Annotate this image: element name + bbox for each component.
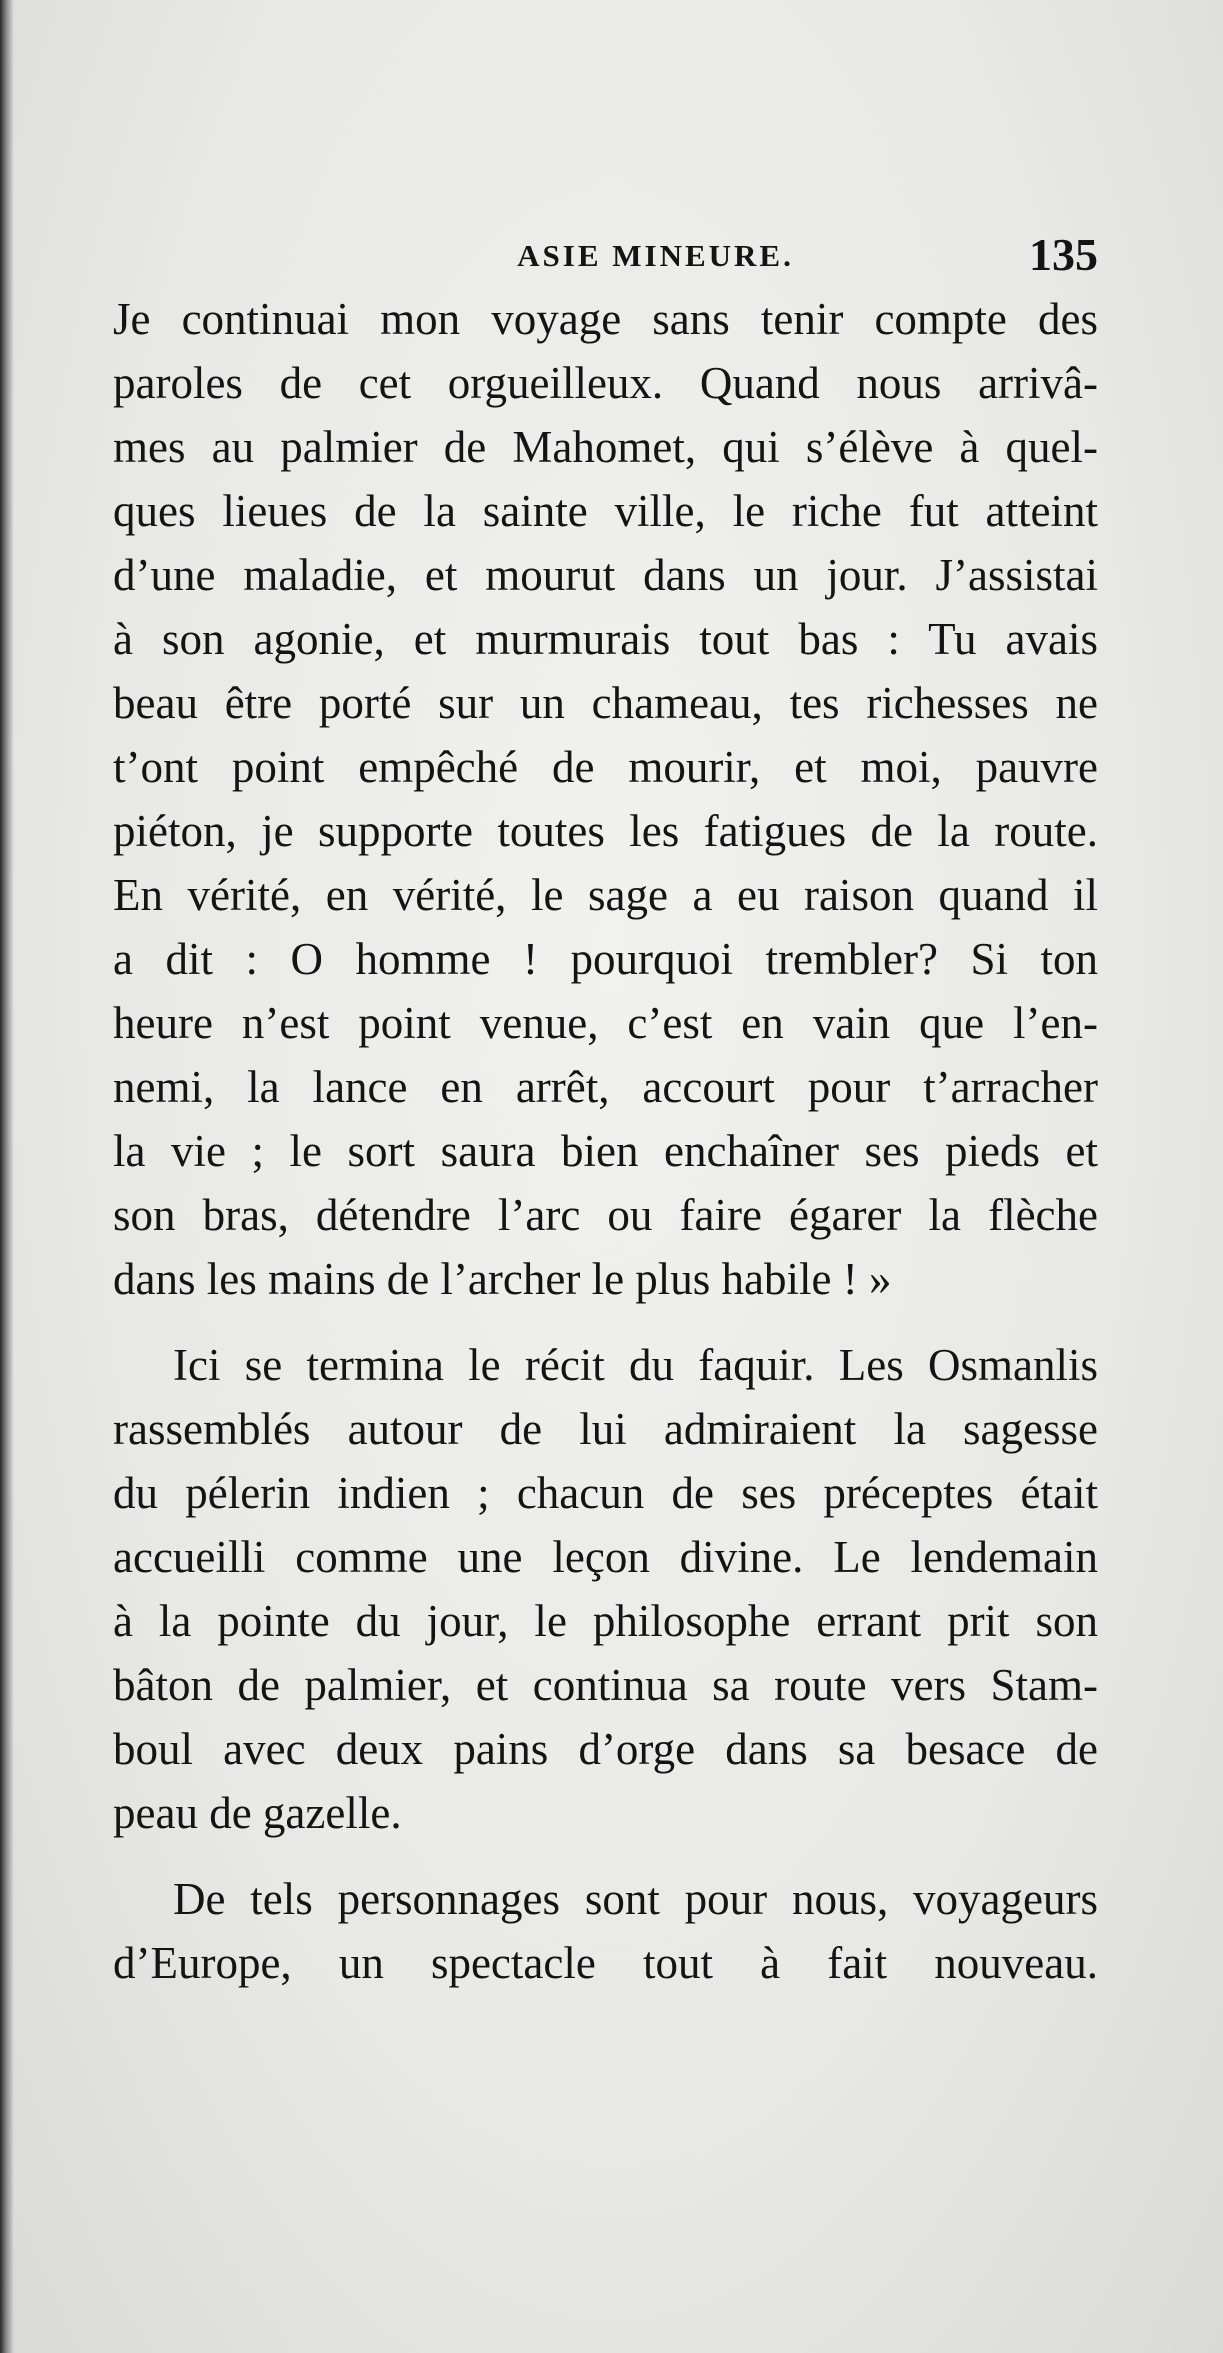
page-edge-shadow [0,0,14,2353]
text-line: rassemblés autour de lui admiraient la sagesse [113,1404,1098,1454]
text-line: à son agonie, et murmurais tout bas : Tu avais [113,614,1098,664]
text-line: d’Europe, un spectacle tout à fait nouveau. [113,1938,1098,1988]
text-line: Ici se termina le récit du faquir. Les Osmanlis [173,1340,1098,1390]
text-line: accueilli comme une leçon divine. Le lendemain [113,1532,1098,1582]
text-line: dans les mains de l’archer le plus habile ! » [113,1254,892,1304]
paragraph-gap [113,1311,1098,1333]
text-line: à la pointe du jour, le philosophe errant prit son [113,1596,1098,1646]
text-line: a dit : O homme ! pourquoi trembler? Si ton [113,934,1098,984]
text-line: boul avec deux pains d’orge dans sa besace de [113,1724,1098,1774]
text-line: du pélerin indien ; chacun de ses préceptes était [113,1468,1098,1518]
text-line: nemi, la lance en arrêt, accourt pour t’arracher [113,1062,1098,1112]
text-line: bâton de palmier, et continua sa route vers Stam- [113,1660,1098,1710]
text-line: peau de gazelle. [113,1788,402,1838]
text-line: t’ont point empêché de mourir, et moi, pauvre [113,742,1098,792]
text-line: beau être porté sur un chameau, tes richesses ne [113,678,1098,728]
text-line: d’une maladie, et mourut dans un jour. J’assistai [113,550,1098,600]
text-line: De tels personnages sont pour nous, voyageurs [173,1874,1098,1924]
text-line: son bras, détendre l’arc ou faire égarer la flèche [113,1190,1098,1240]
text-line: mes au palmier de Mahomet, qui s’élève à quel- [113,422,1098,472]
text-line: la vie ; le sort saura bien enchaîner ses pieds et [113,1126,1098,1176]
text-line: ques lieues de la sainte ville, le riche fut atteint [113,486,1098,536]
text-line: paroles de cet orgueilleux. Quand nous arrivâ- [113,358,1098,408]
paragraph-gap [113,1845,1098,1867]
page-number: 135 [1029,229,1098,280]
text-line: heure n’est point venue, c’est en vain que l’en- [113,998,1098,1048]
running-title: ASIE MINEURE. [517,238,794,273]
text-line: Je continuai mon voyage sans tenir compte des [113,294,1098,344]
text-line: En vérité, en vérité, le sage a eu raison quand il [113,870,1098,920]
running-head [113,229,1098,282]
body-text [113,287,1098,1995]
text-line: piéton, je supporte toutes les fatigues de la route. [113,806,1098,856]
